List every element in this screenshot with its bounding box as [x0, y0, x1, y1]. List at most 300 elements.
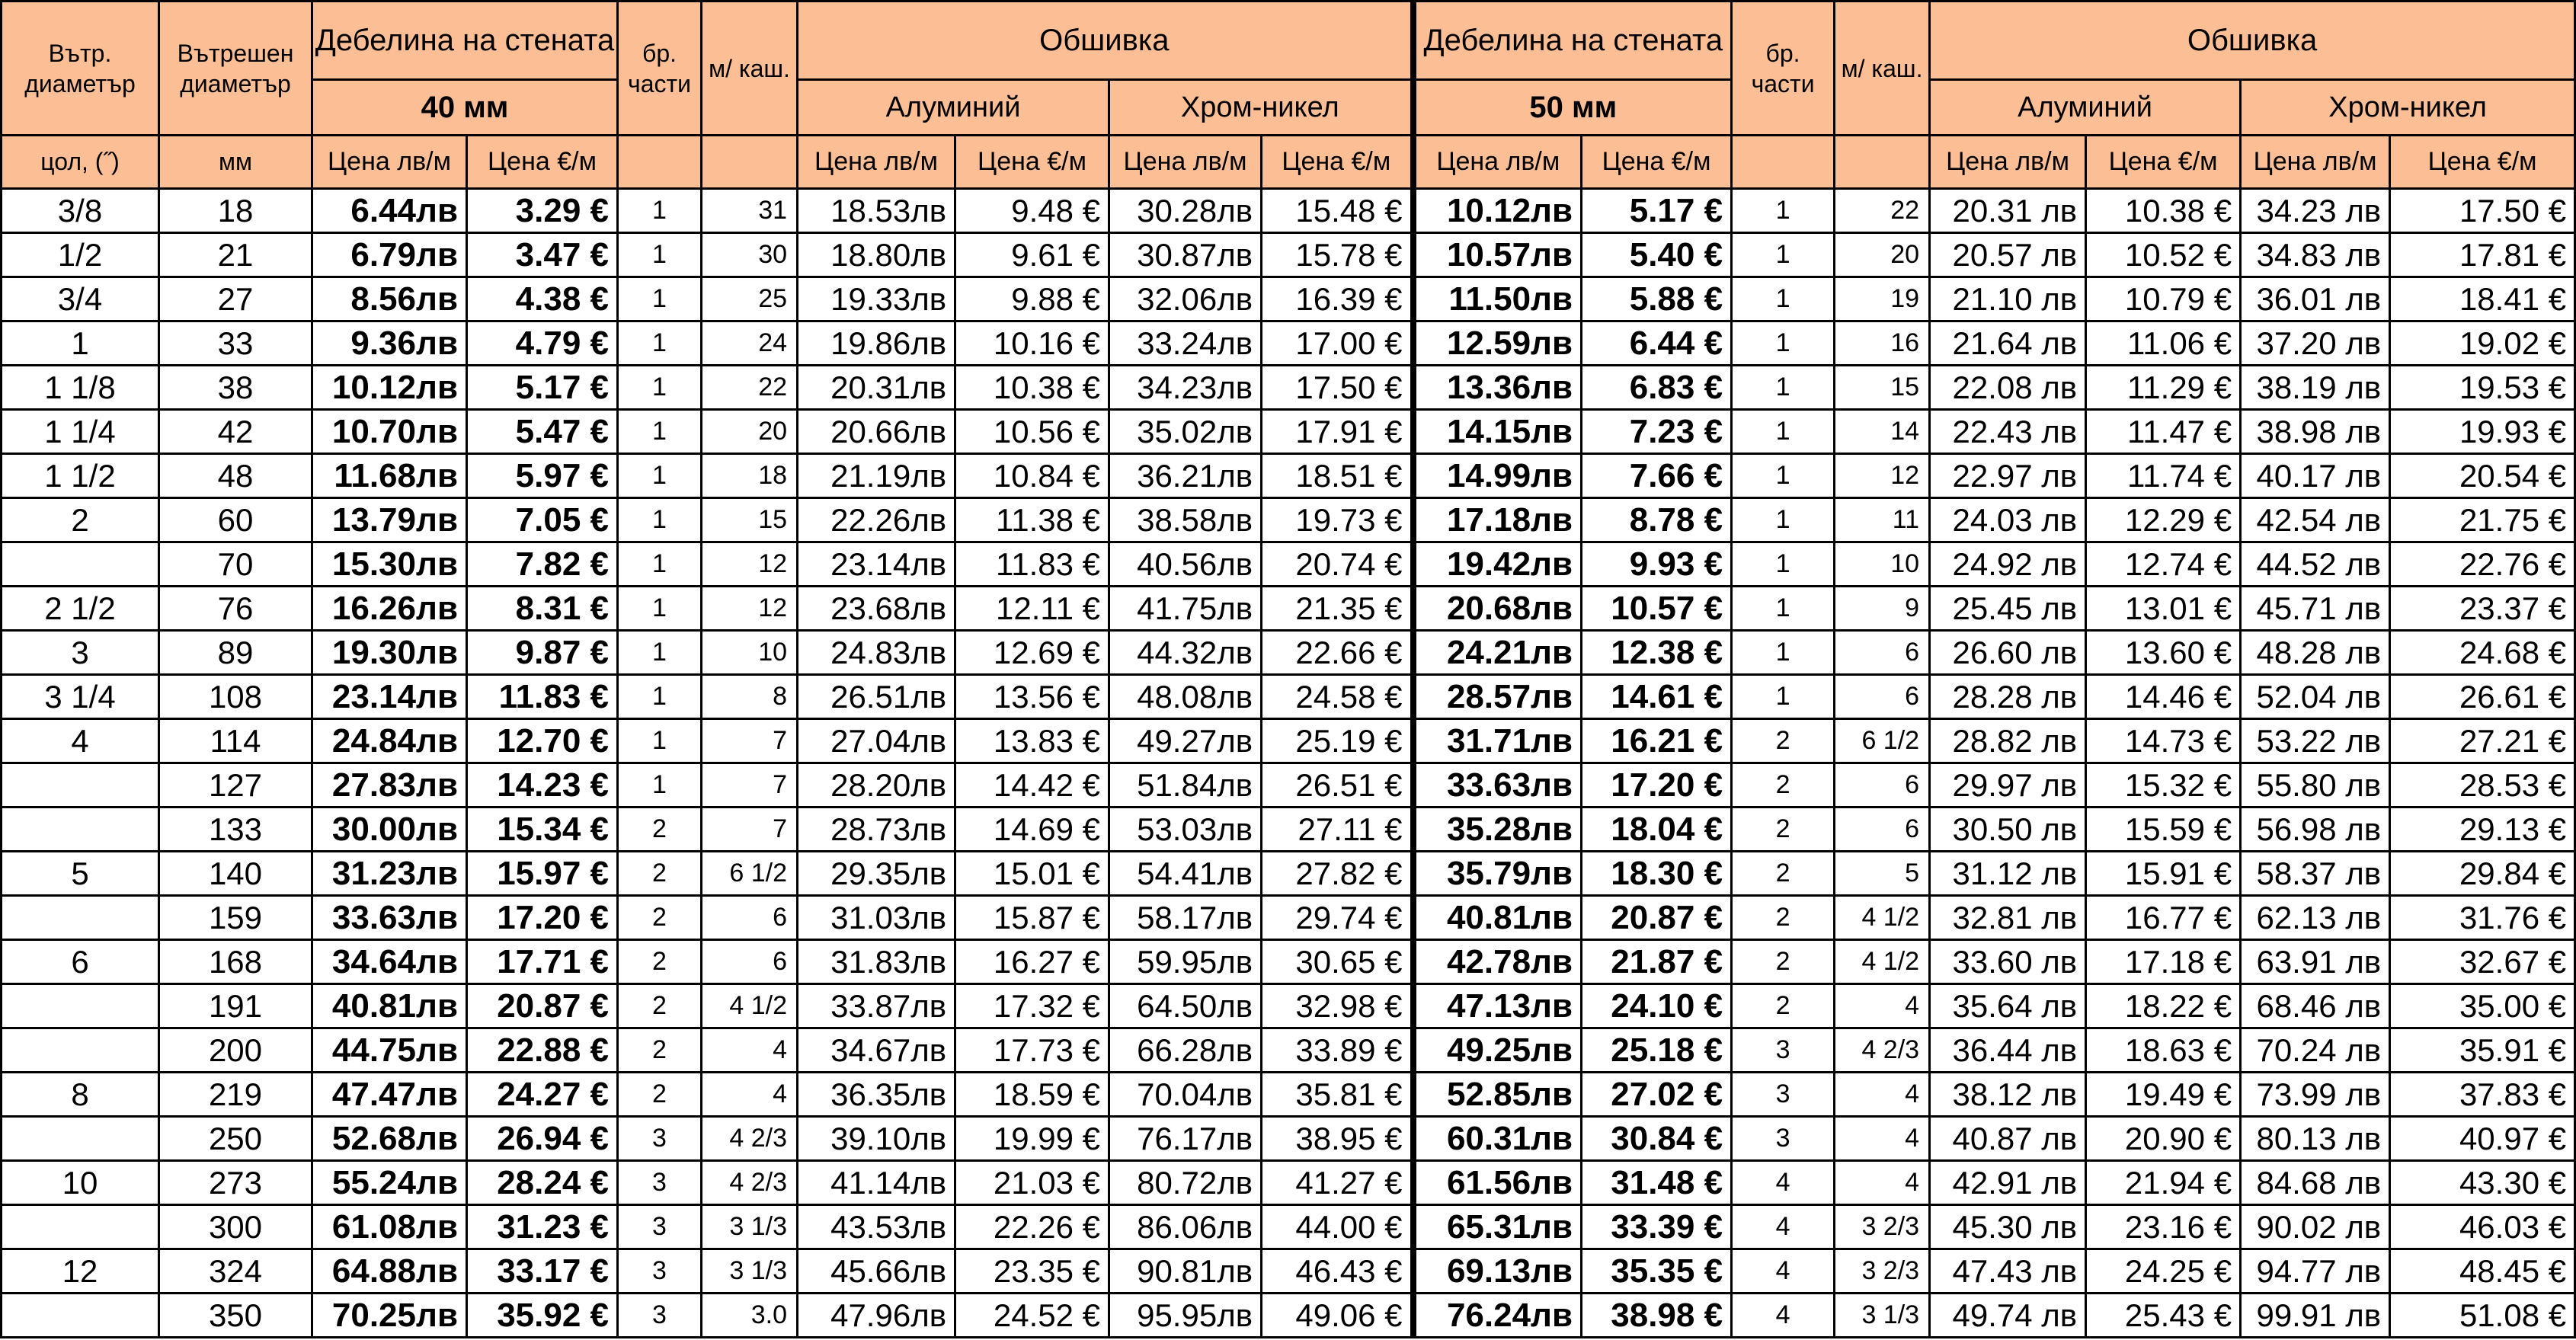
cell-aluminium-eur-50: 19.49 €	[2086, 1073, 2241, 1117]
cell-mm: 60	[159, 498, 312, 542]
table-row	[2, 984, 2575, 1028]
cell-price-bgn-50: 28.57лв	[1413, 675, 1582, 719]
cell-aluminium-eur-50: 18.63 €	[2086, 1028, 2241, 1073]
cell-aluminium-eur-50: 10.52 €	[2086, 233, 2241, 277]
cell-parts-50: 4	[1732, 1161, 1835, 1205]
cell-per-box-40: 6	[702, 896, 798, 940]
cell-per-box-50: 9	[1835, 587, 1930, 631]
cell-price-bgn-50: 35.28лв	[1413, 808, 1582, 852]
table-row	[2, 940, 2575, 984]
cell-per-box-50: 22	[1835, 189, 1930, 233]
cell-inch	[2, 1205, 159, 1249]
cell-price-eur-50: 33.39 €	[1582, 1205, 1732, 1249]
cell-price-eur-40: 5.97 €	[467, 454, 618, 498]
cell-per-box-40: 7	[702, 763, 798, 808]
cell-price-bgn-50: 24.21лв	[1413, 631, 1582, 675]
cell-per-box-50: 4 1/2	[1835, 940, 1930, 984]
header-price-bgn: Цена лв/м	[1413, 136, 1582, 189]
cell-parts-40: 2	[618, 808, 702, 852]
cell-parts-40: 2	[618, 1028, 702, 1073]
cell-inch: 6	[2, 940, 159, 984]
cell-per-box-40: 3.0	[702, 1294, 798, 1338]
cell-parts-40: 2	[618, 896, 702, 940]
cell-price-bgn-50: 11.50лв	[1413, 277, 1582, 321]
cell-price-eur-50: 5.17 €	[1582, 189, 1732, 233]
cell-inch: 1 1/4	[2, 410, 159, 454]
cell-aluminium-eur-40: 11.38 €	[955, 498, 1109, 542]
cell-price-eur-50: 10.57 €	[1582, 587, 1732, 631]
cell-price-bgn-40: 34.64лв	[312, 940, 467, 984]
cell-chrome-eur-50: 19.53 €	[2390, 366, 2575, 410]
table-row	[2, 631, 2575, 675]
cell-per-box-40: 10	[702, 631, 798, 675]
cell-per-box-40: 4	[702, 1073, 798, 1117]
cell-parts-40: 1	[618, 498, 702, 542]
cell-per-box-50: 4	[1835, 1161, 1930, 1205]
header-blank	[1732, 136, 1835, 189]
cell-aluminium-bgn-40: 28.73лв	[798, 808, 955, 852]
cell-inch: 12	[2, 1249, 159, 1294]
cell-chrome-bgn-50: 52.04 лв	[2241, 675, 2390, 719]
cell-price-eur-50: 7.66 €	[1582, 454, 1732, 498]
cell-per-box-40: 4 2/3	[702, 1117, 798, 1161]
cell-aluminium-eur-50: 15.32 €	[2086, 763, 2241, 808]
cell-inch	[2, 763, 159, 808]
cell-aluminium-bgn-50: 22.08 лв	[1930, 366, 2086, 410]
cell-chrome-bgn-40: 49.27лв	[1109, 719, 1262, 763]
header-price-eur: Цена €/м	[467, 136, 618, 189]
table-row	[2, 233, 2575, 277]
cell-inch: 3 1/4	[2, 675, 159, 719]
cell-price-eur-40: 20.87 €	[467, 984, 618, 1028]
cell-chrome-bgn-50: 48.28 лв	[2241, 631, 2390, 675]
cell-mm: 70	[159, 542, 312, 587]
cell-parts-50: 1	[1732, 587, 1835, 631]
cell-per-box-50: 11	[1835, 498, 1930, 542]
cell-price-bgn-40: 13.79лв	[312, 498, 467, 542]
cell-price-bgn-50: 12.59лв	[1413, 321, 1582, 366]
cell-aluminium-bgn-50: 33.60 лв	[1930, 940, 2086, 984]
cell-aluminium-eur-50: 13.01 €	[2086, 587, 2241, 631]
cell-aluminium-eur-40: 15.01 €	[955, 852, 1109, 896]
cell-aluminium-eur-50: 25.43 €	[2086, 1294, 2241, 1338]
cell-price-eur-40: 3.47 €	[467, 233, 618, 277]
cell-per-box-40: 12	[702, 542, 798, 587]
cell-price-eur-40: 7.82 €	[467, 542, 618, 587]
cell-parts-50: 1	[1732, 321, 1835, 366]
cell-aluminium-eur-50: 14.73 €	[2086, 719, 2241, 763]
cell-price-eur-40: 7.05 €	[467, 498, 618, 542]
cell-aluminium-eur-40: 12.69 €	[955, 631, 1109, 675]
table-row	[2, 410, 2575, 454]
header-price-eur: Цена €/м	[1262, 136, 1413, 189]
cell-aluminium-bgn-50: 29.97 лв	[1930, 763, 2086, 808]
header-price-bgn: Цена лв/м	[798, 136, 955, 189]
cell-chrome-bgn-40: 48.08лв	[1109, 675, 1262, 719]
cell-per-box-50: 4	[1835, 1117, 1930, 1161]
table-row	[2, 454, 2575, 498]
cell-chrome-bgn-40: 66.28лв	[1109, 1028, 1262, 1073]
cell-aluminium-bgn-40: 22.26лв	[798, 498, 955, 542]
cell-mm: 48	[159, 454, 312, 498]
cell-per-box-40: 3 1/3	[702, 1249, 798, 1294]
cell-aluminium-bgn-40: 23.68лв	[798, 587, 955, 631]
cell-inch: 1	[2, 321, 159, 366]
cell-aluminium-eur-50: 21.94 €	[2086, 1161, 2241, 1205]
cell-inch: 2 1/2	[2, 587, 159, 631]
cell-price-bgn-50: 61.56лв	[1413, 1161, 1582, 1205]
cell-mm: 273	[159, 1161, 312, 1205]
cell-chrome-bgn-50: 36.01 лв	[2241, 277, 2390, 321]
cell-parts-40: 2	[618, 984, 702, 1028]
cell-chrome-eur-50: 35.91 €	[2390, 1028, 2575, 1073]
cell-per-box-50: 6	[1835, 631, 1930, 675]
cell-chrome-bgn-50: 55.80 лв	[2241, 763, 2390, 808]
cell-aluminium-bgn-50: 20.57 лв	[1930, 233, 2086, 277]
cell-price-bgn-50: 10.12лв	[1413, 189, 1582, 233]
cell-parts-50: 2	[1732, 896, 1835, 940]
cell-per-box-50: 4	[1835, 984, 1930, 1028]
header-price-eur: Цена €/м	[1582, 136, 1732, 189]
header-price-eur: Цена €/м	[2086, 136, 2241, 189]
header-inner-diameter: Вътрешен диаметър	[159, 2, 312, 136]
cell-mm: 89	[159, 631, 312, 675]
cell-aluminium-eur-50: 13.60 €	[2086, 631, 2241, 675]
cell-inch: 4	[2, 719, 159, 763]
cell-price-eur-50: 24.10 €	[1582, 984, 1732, 1028]
cell-chrome-eur-40: 27.11 €	[1262, 808, 1413, 852]
table-row	[2, 277, 2575, 321]
cell-mm: 133	[159, 808, 312, 852]
cell-mm: 18	[159, 189, 312, 233]
cell-inch: 3/4	[2, 277, 159, 321]
cell-aluminium-eur-40: 21.03 €	[955, 1161, 1109, 1205]
cell-aluminium-bgn-50: 47.43 лв	[1930, 1249, 2086, 1294]
cell-chrome-bgn-40: 40.56лв	[1109, 542, 1262, 587]
table-row	[2, 321, 2575, 366]
header-thickness-40mm: 40 мм	[312, 80, 618, 136]
cell-per-box-50: 19	[1835, 277, 1930, 321]
cell-price-eur-40: 5.17 €	[467, 366, 618, 410]
cell-chrome-eur-50: 20.54 €	[2390, 454, 2575, 498]
cell-aluminium-eur-40: 14.42 €	[955, 763, 1109, 808]
cell-aluminium-eur-50: 17.18 €	[2086, 940, 2241, 984]
cell-price-eur-50: 6.44 €	[1582, 321, 1732, 366]
cell-mm: 33	[159, 321, 312, 366]
cell-parts-40: 1	[618, 366, 702, 410]
cell-chrome-eur-50: 29.84 €	[2390, 852, 2575, 896]
header-per-box-40: м/ каш.	[702, 2, 798, 136]
cell-inch: 10	[2, 1161, 159, 1205]
cell-chrome-eur-50: 29.13 €	[2390, 808, 2575, 852]
cell-price-bgn-40: 10.70лв	[312, 410, 467, 454]
cell-price-bgn-50: 20.68лв	[1413, 587, 1582, 631]
cell-aluminium-bgn-50: 36.44 лв	[1930, 1028, 2086, 1073]
cell-price-eur-40: 15.97 €	[467, 852, 618, 896]
cell-parts-40: 3	[618, 1294, 702, 1338]
cell-chrome-bgn-40: 36.21лв	[1109, 454, 1262, 498]
cell-per-box-50: 12	[1835, 454, 1930, 498]
cell-chrome-eur-40: 17.00 €	[1262, 321, 1413, 366]
cell-chrome-eur-40: 22.66 €	[1262, 631, 1413, 675]
cell-parts-40: 1	[618, 587, 702, 631]
cell-price-bgn-50: 35.79лв	[1413, 852, 1582, 896]
cell-aluminium-eur-50: 11.06 €	[2086, 321, 2241, 366]
cell-chrome-eur-50: 28.53 €	[2390, 763, 2575, 808]
cell-price-eur-50: 38.98 €	[1582, 1294, 1732, 1338]
cell-parts-50: 1	[1732, 675, 1835, 719]
header-chrome-nickel-50: Хром-никел	[2241, 80, 2575, 136]
cell-chrome-bgn-50: 70.24 лв	[2241, 1028, 2390, 1073]
cell-price-eur-40: 4.79 €	[467, 321, 618, 366]
cell-aluminium-eur-40: 13.56 €	[955, 675, 1109, 719]
table-row	[2, 1294, 2575, 1338]
cell-aluminium-eur-40: 17.32 €	[955, 984, 1109, 1028]
cell-parts-50: 1	[1732, 233, 1835, 277]
header-parts-50: бр. части	[1732, 2, 1835, 136]
cell-inch	[2, 808, 159, 852]
cell-chrome-bgn-40: 95.95лв	[1109, 1294, 1262, 1338]
cell-price-bgn-40: 24.84лв	[312, 719, 467, 763]
cell-inch	[2, 1294, 159, 1338]
cell-aluminium-bgn-40: 19.33лв	[798, 277, 955, 321]
cell-chrome-eur-40: 35.81 €	[1262, 1073, 1413, 1117]
cell-chrome-eur-50: 21.75 €	[2390, 498, 2575, 542]
header-chrome-nickel-40: Хром-никел	[1109, 80, 1413, 136]
cell-parts-50: 2	[1732, 763, 1835, 808]
cell-aluminium-bgn-50: 28.82 лв	[1930, 719, 2086, 763]
cell-aluminium-bgn-50: 40.87 лв	[1930, 1117, 2086, 1161]
cell-price-eur-40: 17.71 €	[467, 940, 618, 984]
cell-mm: 27	[159, 277, 312, 321]
cell-chrome-eur-50: 19.93 €	[2390, 410, 2575, 454]
cell-aluminium-eur-40: 10.56 €	[955, 410, 1109, 454]
cell-chrome-eur-40: 24.58 €	[1262, 675, 1413, 719]
cell-price-bgn-50: 76.24лв	[1413, 1294, 1582, 1338]
cell-parts-50: 1	[1732, 542, 1835, 587]
cell-chrome-eur-50: 40.97 €	[2390, 1117, 2575, 1161]
header-wall-thickness-50: Дебелина на стената	[1413, 2, 1732, 80]
cell-parts-40: 3	[618, 1161, 702, 1205]
cell-price-bgn-40: 9.36лв	[312, 321, 467, 366]
cell-mm: 140	[159, 852, 312, 896]
cell-chrome-eur-40: 44.00 €	[1262, 1205, 1413, 1249]
cell-aluminium-bgn-40: 33.87лв	[798, 984, 955, 1028]
cell-chrome-bgn-50: 34.23 лв	[2241, 189, 2390, 233]
cell-mm: 200	[159, 1028, 312, 1073]
cell-chrome-eur-40: 15.78 €	[1262, 233, 1413, 277]
header-blank	[1835, 136, 1930, 189]
cell-per-box-40: 7	[702, 719, 798, 763]
cell-chrome-bgn-40: 30.87лв	[1109, 233, 1262, 277]
cell-price-bgn-50: 14.15лв	[1413, 410, 1582, 454]
cell-inch	[2, 542, 159, 587]
cell-aluminium-bgn-40: 26.51лв	[798, 675, 955, 719]
cell-price-eur-40: 28.24 €	[467, 1161, 618, 1205]
cell-price-eur-50: 6.83 €	[1582, 366, 1732, 410]
header-price-eur: Цена €/м	[955, 136, 1109, 189]
cell-chrome-bgn-50: 38.98 лв	[2241, 410, 2390, 454]
cell-aluminium-bgn-40: 20.66лв	[798, 410, 955, 454]
cell-aluminium-bgn-40: 19.86лв	[798, 321, 955, 366]
header-unit-inch: цол, (˝)	[2, 136, 159, 189]
cell-per-box-40: 31	[702, 189, 798, 233]
cell-chrome-eur-40: 18.51 €	[1262, 454, 1413, 498]
cell-price-eur-40: 12.70 €	[467, 719, 618, 763]
cell-per-box-40: 18	[702, 454, 798, 498]
cell-chrome-eur-40: 27.82 €	[1262, 852, 1413, 896]
cell-per-box-40: 20	[702, 410, 798, 454]
cell-chrome-eur-50: 17.81 €	[2390, 233, 2575, 277]
table-row	[2, 542, 2575, 587]
cell-chrome-eur-40: 26.51 €	[1262, 763, 1413, 808]
cell-chrome-eur-40: 20.74 €	[1262, 542, 1413, 587]
cell-aluminium-eur-40: 9.88 €	[955, 277, 1109, 321]
cell-parts-40: 2	[618, 1073, 702, 1117]
cell-aluminium-eur-50: 11.47 €	[2086, 410, 2241, 454]
cell-aluminium-bgn-50: 24.92 лв	[1930, 542, 2086, 587]
cell-chrome-bgn-50: 84.68 лв	[2241, 1161, 2390, 1205]
table-row	[2, 1205, 2575, 1249]
cell-per-box-50: 6 1/2	[1835, 719, 1930, 763]
cell-aluminium-bgn-40: 36.35лв	[798, 1073, 955, 1117]
cell-parts-40: 1	[618, 277, 702, 321]
table-body	[2, 189, 2575, 1338]
cell-chrome-bgn-40: 38.58лв	[1109, 498, 1262, 542]
cell-per-box-50: 15	[1835, 366, 1930, 410]
cell-aluminium-bgn-40: 39.10лв	[798, 1117, 955, 1161]
header-blank	[702, 136, 798, 189]
cell-mm: 108	[159, 675, 312, 719]
cell-price-eur-40: 8.31 €	[467, 587, 618, 631]
cell-chrome-bgn-40: 33.24лв	[1109, 321, 1262, 366]
cell-mm: 42	[159, 410, 312, 454]
cell-price-bgn-50: 13.36лв	[1413, 366, 1582, 410]
cell-mm: 191	[159, 984, 312, 1028]
cell-price-eur-50: 21.87 €	[1582, 940, 1732, 984]
cell-chrome-bgn-50: 94.77 лв	[2241, 1249, 2390, 1294]
cell-price-eur-50: 20.87 €	[1582, 896, 1732, 940]
cell-aluminium-eur-50: 15.59 €	[2086, 808, 2241, 852]
cell-aluminium-bgn-40: 18.80лв	[798, 233, 955, 277]
cell-price-eur-50: 5.88 €	[1582, 277, 1732, 321]
cell-aluminium-bgn-50: 30.50 лв	[1930, 808, 2086, 852]
cell-chrome-bgn-50: 80.13 лв	[2241, 1117, 2390, 1161]
cell-chrome-eur-50: 22.76 €	[2390, 542, 2575, 587]
header-price-bgn: Цена лв/м	[1930, 136, 2086, 189]
cell-aluminium-bgn-40: 28.20лв	[798, 763, 955, 808]
cell-per-box-50: 3 2/3	[1835, 1249, 1930, 1294]
cell-mm: 168	[159, 940, 312, 984]
cell-chrome-eur-40: 21.35 €	[1262, 587, 1413, 631]
cell-parts-50: 1	[1732, 189, 1835, 233]
cell-parts-50: 4	[1732, 1294, 1835, 1338]
cell-price-bgn-40: 64.88лв	[312, 1249, 467, 1294]
cell-price-bgn-50: 49.25лв	[1413, 1028, 1582, 1073]
cell-price-eur-50: 8.78 €	[1582, 498, 1732, 542]
cell-chrome-eur-50: 24.68 €	[2390, 631, 2575, 675]
cell-chrome-bgn-40: 35.02лв	[1109, 410, 1262, 454]
cell-parts-40: 1	[618, 719, 702, 763]
cell-aluminium-eur-40: 13.83 €	[955, 719, 1109, 763]
cell-price-bgn-40: 33.63лв	[312, 896, 467, 940]
cell-price-bgn-40: 70.25лв	[312, 1294, 467, 1338]
cell-per-box-40: 4 1/2	[702, 984, 798, 1028]
cell-aluminium-eur-40: 9.48 €	[955, 189, 1109, 233]
cell-price-eur-50: 25.18 €	[1582, 1028, 1732, 1073]
cell-price-bgn-40: 10.12лв	[312, 366, 467, 410]
cell-aluminium-bgn-40: 31.83лв	[798, 940, 955, 984]
cell-aluminium-eur-40: 10.38 €	[955, 366, 1109, 410]
cell-per-box-50: 6	[1835, 675, 1930, 719]
cell-per-box-50: 3 2/3	[1835, 1205, 1930, 1249]
cell-price-eur-40: 4.38 €	[467, 277, 618, 321]
table-row	[2, 675, 2575, 719]
cell-parts-50: 2	[1732, 719, 1835, 763]
cell-parts-40: 1	[618, 410, 702, 454]
table-row	[2, 896, 2575, 940]
cell-price-bgn-40: 27.83лв	[312, 763, 467, 808]
cell-chrome-bgn-50: 90.02 лв	[2241, 1205, 2390, 1249]
cell-aluminium-eur-40: 12.11 €	[955, 587, 1109, 631]
cell-per-box-50: 6	[1835, 763, 1930, 808]
cell-price-bgn-50: 40.81лв	[1413, 896, 1582, 940]
cell-aluminium-eur-40: 10.84 €	[955, 454, 1109, 498]
cell-inch: 2	[2, 498, 159, 542]
cell-parts-40: 1	[618, 321, 702, 366]
cell-per-box-40: 4 2/3	[702, 1161, 798, 1205]
cell-chrome-eur-50: 32.67 €	[2390, 940, 2575, 984]
cell-per-box-40: 24	[702, 321, 798, 366]
cell-per-box-40: 6	[702, 940, 798, 984]
cell-parts-40: 1	[618, 631, 702, 675]
cell-per-box-40: 8	[702, 675, 798, 719]
cell-parts-50: 2	[1732, 984, 1835, 1028]
cell-price-bgn-40: 52.68лв	[312, 1117, 467, 1161]
cell-aluminium-eur-50: 12.74 €	[2086, 542, 2241, 587]
cell-aluminium-eur-50: 24.25 €	[2086, 1249, 2241, 1294]
cell-mm: 159	[159, 896, 312, 940]
cell-chrome-bgn-40: 51.84лв	[1109, 763, 1262, 808]
cell-per-box-40: 6 1/2	[702, 852, 798, 896]
cell-inch: 3/8	[2, 189, 159, 233]
cell-chrome-eur-40: 33.89 €	[1262, 1028, 1413, 1073]
table-row	[2, 1249, 2575, 1294]
cell-parts-50: 1	[1732, 366, 1835, 410]
cell-chrome-eur-50: 27.21 €	[2390, 719, 2575, 763]
cell-chrome-bgn-50: 42.54 лв	[2241, 498, 2390, 542]
table-row	[2, 587, 2575, 631]
cell-price-eur-50: 18.04 €	[1582, 808, 1732, 852]
table-row	[2, 763, 2575, 808]
cell-per-box-40: 7	[702, 808, 798, 852]
cell-aluminium-eur-40: 18.59 €	[955, 1073, 1109, 1117]
cell-chrome-bgn-50: 68.46 лв	[2241, 984, 2390, 1028]
cell-mm: 127	[159, 763, 312, 808]
cell-aluminium-bgn-40: 47.96лв	[798, 1294, 955, 1338]
cell-aluminium-bgn-40: 41.14лв	[798, 1161, 955, 1205]
cell-parts-40: 3	[618, 1117, 702, 1161]
cell-per-box-50: 4 2/3	[1835, 1028, 1930, 1073]
cell-price-bgn-40: 16.26лв	[312, 587, 467, 631]
cell-chrome-bgn-40: 54.41лв	[1109, 852, 1262, 896]
cell-parts-50: 3	[1732, 1028, 1835, 1073]
cell-parts-50: 1	[1732, 498, 1835, 542]
cell-inch: 1 1/8	[2, 366, 159, 410]
cell-aluminium-eur-40: 15.87 €	[955, 896, 1109, 940]
cell-price-eur-40: 24.27 €	[467, 1073, 618, 1117]
cell-inch: 1/2	[2, 233, 159, 277]
